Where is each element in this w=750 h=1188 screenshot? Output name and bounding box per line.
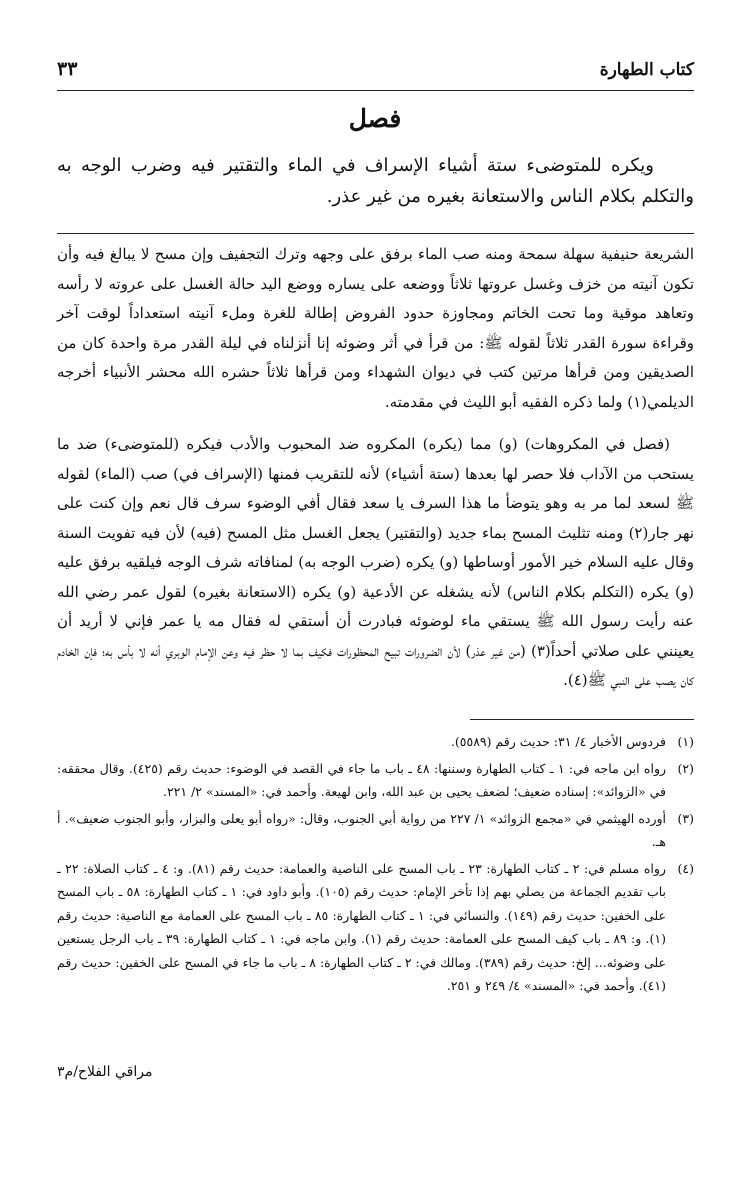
footnote-number: (٤) xyxy=(677,860,694,876)
footnote-text: رواه مسلم في: ٢ ـ كتاب الطهارة: ٢٣ ـ باب المسح على الناصية والعمامة: حديث رقم (٨١). و: ٤ ـ كتاب الصلاة: ٢٢ ـ باب تقديم الجماعة من يصلي بهم إذا تأخر الإمام: حديث رقم (١٠٥). وأبو داود في: ١ ـ كتاب الطهارة: ٥٨ ـ باب المسح على الخفين: حديث رقم (١٤٩). والنسائي في: ١ ـ كتاب الطهارة: ٨٥ ـ باب المسح على العمامة مع الناصية: حديث رقم (١). و: ٨٩ ـ باب كيف المسح على العمامة: حديث رقم (١). وابن ماجه في: ١ ـ كتاب الطهارة: ٣٩ ـ باب الرجل يستعين على وضوئه... إلخ: حديث رقم (٣٨٩). ومالك في: ٢ ـ كتاب الطهارة: ٨ ـ باب ما جاء في المسح على الخفين: حديث رقم (٤١). وأحمد في: «المسند» ٤/ ٢٤٩ و ٢٥١. xyxy=(57,860,667,993)
footnote-number: (١) xyxy=(677,734,694,749)
main-text-divider xyxy=(57,233,694,234)
footnote-divider xyxy=(470,719,694,720)
commentary-paragraph-1: الشريعة حنيفية سهلة سمحة ومنه صب الماء برفق على وجهه وترك التجفيف وإن مسح لا يبالغ فيه وأن تكون آنيته من خزف وغسل عروتها ثلاثاً ووضعه على يساره ووضع اليد حالة الغسل على عروته لا رأسه وتعاهد موقية وما تحت الخاتم ومجاوزة حدود الفروض إطالة للغرة وملء آنيته استعداداً لوقت آخر وقراءة سورة القدر ثلاثاً لقوله ﷺ: من قرأ في أثر وضوئه إنا أنزلناه في ليلة القدر مرة واحدة كان من الصديقين ومن قرأها مرتين كتب في ديوان الشهداء ومن قرأها ثلاثاً حشره الله محشر الأنبياء أخرجه الديلمي(١) ولما ذكره الفقيه أبو الليث في مقدمته. xyxy=(57,245,694,411)
commentary xyxy=(57,240,694,696)
footnote-text: رواه ابن ماجه في: ١ ـ كتاب الطهارة وسننها: ٤٨ ـ باب ما جاء في القصد في الوضوء: حديث رقم (٤٢٥). وقال محققه: في «الزوائد»: إسناده ضعيف؛ لضعف يحيى بن عبد الله، وابن لهيعة. وأحمد في: «المسند» ٢/ ٢٢١. xyxy=(57,760,667,799)
footnote xyxy=(57,757,694,804)
footnote-text: فردوس الأخبار ٤/ ٣١: حديث رقم (٥٥٨٩). xyxy=(450,734,666,749)
main-text xyxy=(57,150,694,212)
footnote xyxy=(57,730,694,754)
footnote xyxy=(57,857,694,998)
section-title: فصل xyxy=(348,104,402,133)
commentary-paragraph-2: (فصل في المكروهات) (و) مما (يكره) المكروه ضد المحبوب والأدب فيكره (للمتوضىء) ضد ما يستحب من الآداب فلا حصر لها بعدها (ستة أشياء) لأنه للتقريب فمنها (الإسراف في) صب (الماء) لقوله ﷺ لسعد لما مر به وهو يتوضأ ما هذا السرف يا سعد فقال أفي الوضوء سرف قال نعم وإن كنت على نهر جار(٢) ومنه تثليث المسح بماء جديد (والتقتير) يجعل الغسل مثل المسح (فيه) لأن فيه تفويت السنة وقال عليه السلام خير الأمور أوساطها (و) يكره (ضرب الوجه به) لمنافاته شرف الوجه فيلقيه برفق عليه (و) يكره (التكلم بكلام الناس) لأنه يشغله عن الأدعية (و) يكره (الاستعانة بغيره) لقول عمر رضي الله عنه رأيت رسول الله ﷺ يستقي ماء لوضوئه فبادرت أن أستقي له فقال مه يا عمر فإني لا أريد أن يعينني على صلاتي أحداً(٣) (من غير عذر) لأن الضرورات تبيح المحظورات فكيف بما لا حظر فيه وعن الإمام الوبري أنه لا بأس به؛ فإن الخادم كان يصب على النبي ﷺ(٤). xyxy=(57,435,694,689)
printer-signature: مراقي الفلاح/م٣ xyxy=(57,1064,153,1080)
page-number: ٣٣ xyxy=(57,58,78,80)
footnote-number: (٢) xyxy=(677,760,694,776)
page-header xyxy=(57,56,694,91)
running-head: كتاب الطهارة xyxy=(599,60,694,80)
main-text-paragraph: ويكره للمتوضىء ستة أشياء الإسراف في الماء والتقتير فيه وضرب الوجه به والتكلم بكلام الناس والاستعانة بغيره من غير عذر. xyxy=(57,155,694,207)
footnote-text: أورده الهيثمي في «مجمع الزوائد» ١/ ٢٢٧ من رواية أبي الجنوب، وقال: «رواه أبو يعلى والبزار، وأبو الجنوب ضعيف». أ هـ. xyxy=(57,810,667,849)
footnotes xyxy=(57,730,694,1001)
footnote xyxy=(57,807,694,854)
footnote-number: (٣) xyxy=(677,810,694,826)
